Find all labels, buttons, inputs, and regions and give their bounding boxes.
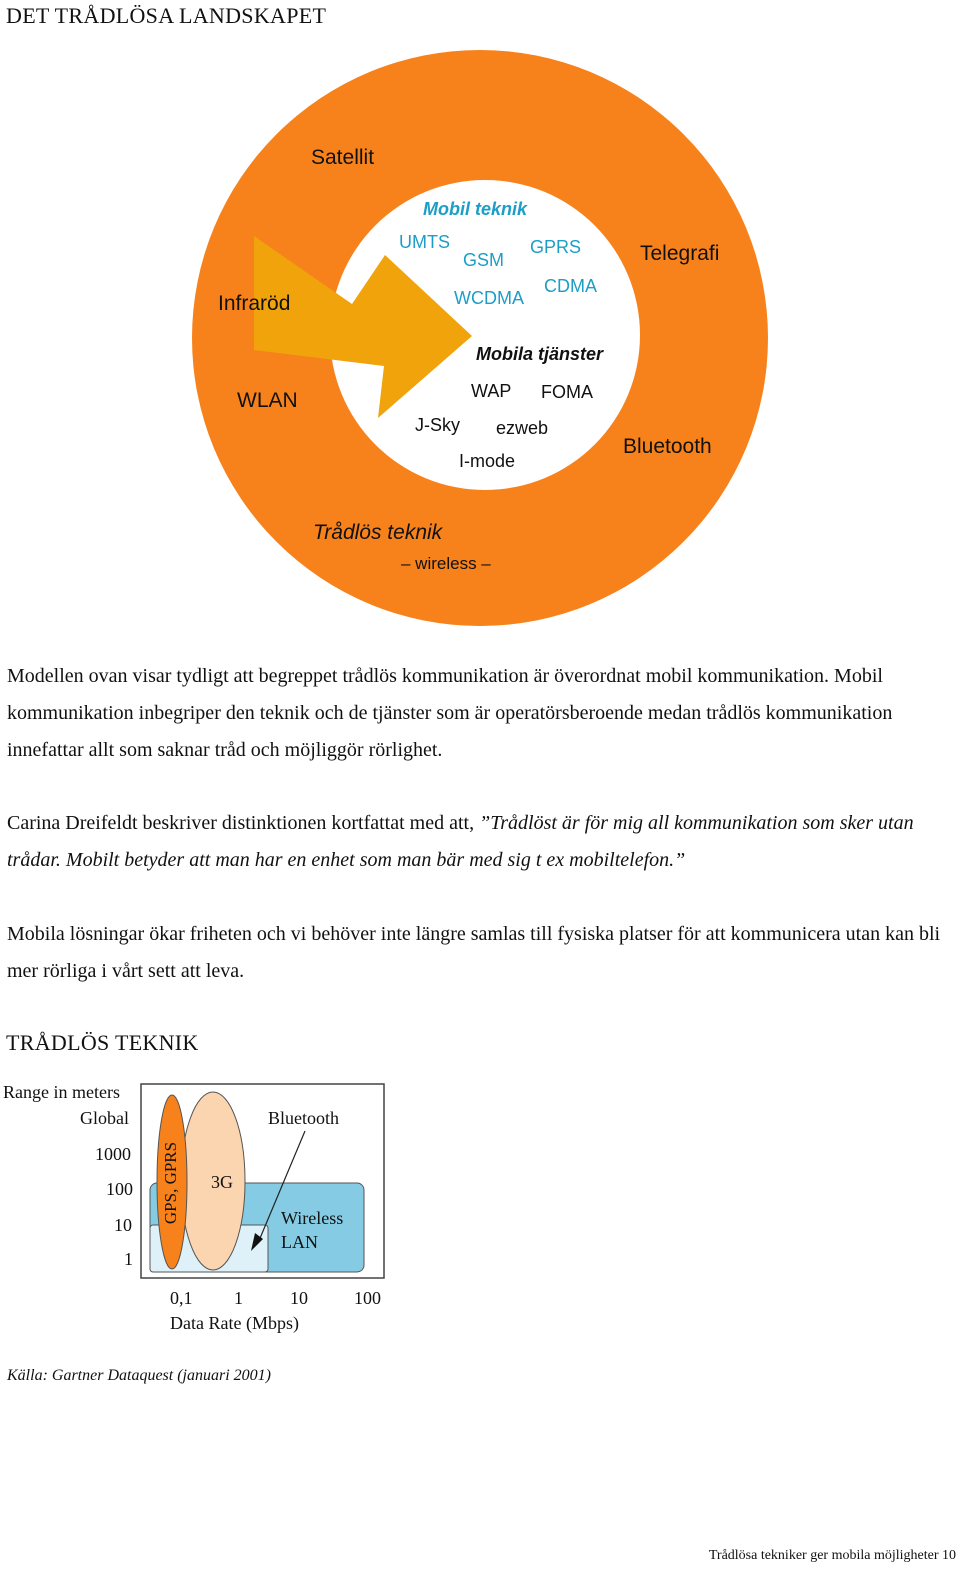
mobila-tjanster-title: Mobila tjänster	[476, 344, 604, 364]
y-tick: 1	[124, 1249, 133, 1269]
source-caption: Källa: Gartner Dataquest (januari 2001)	[7, 1367, 271, 1384]
label-bluetooth: Bluetooth	[623, 435, 712, 458]
y-tick: 100	[106, 1179, 133, 1199]
3g-label: 3G	[211, 1172, 233, 1192]
mobil-teknik-item: CDMA	[544, 276, 597, 296]
x-tick: 10	[290, 1288, 308, 1308]
ring-graphic	[0, 0, 960, 640]
paragraph-2-plain: Carina Dreifeldt beskriver distinktionen kortfattat med att,	[7, 812, 480, 834]
mobila-tjanster-item: J-Sky	[415, 415, 460, 435]
page-footer: Trådlösa tekniker ger mobila möjligheter 10	[708, 1548, 956, 1563]
wireless-lan-label: Wireless LAN	[281, 1208, 344, 1252]
paragraph-1: Modellen ovan visar tydligt att begreppet trådlös kommunikation är överordnat mobil kommunikation. Mobil kommunikation inbegriper den teknik och de tjänster som är operatörsberoende medan trådlös kommunikation innefattar allt som saknar tråd och möjliggör rörlighet.	[7, 665, 893, 761]
paragraph-2	[7, 805, 955, 879]
bluetooth-label: Bluetooth	[268, 1108, 339, 1128]
label-wireless: – wireless –	[401, 554, 491, 573]
mobil-teknik-title: Mobil teknik	[423, 199, 528, 219]
label-wlan: WLAN	[237, 389, 298, 412]
mobil-teknik-item: GPRS	[530, 237, 582, 257]
y-tick: Global	[80, 1108, 129, 1128]
mobil-teknik-item: WCDMA	[454, 288, 524, 308]
section-heading: TRÅDLÖS TEKNIK	[6, 1030, 199, 1055]
y-axis-label: Range in meters	[3, 1082, 120, 1102]
label-satellit: Satellit	[311, 146, 375, 169]
y-tick: 10	[114, 1215, 132, 1235]
mobil-teknik-item: UMTS	[399, 232, 450, 252]
mobil-teknik-item: GSM	[463, 250, 505, 270]
y-tick: 1000	[95, 1144, 131, 1164]
mobila-tjanster-item: FOMA	[541, 382, 593, 402]
label-infrarod: Infraröd	[218, 292, 291, 315]
paragraph-2-quote: ”Trådlöst är för mig all kommunikation som sker utan trådar. Mobilt betyder att man har en enhet som man bär med sig t ex mobiltelefon.”	[7, 812, 914, 871]
mobila-tjanster-item: I-mode	[459, 451, 516, 471]
mobila-tjanster-item: WAP	[471, 381, 512, 401]
x-axis-label: Data Rate (Mbps)	[170, 1313, 299, 1333]
range-rate-chart	[0, 1075, 400, 1345]
x-tick: 100	[354, 1288, 381, 1308]
label-telegrafi: Telegrafi	[640, 242, 720, 265]
label-tradlos-teknik: Trådlös teknik	[313, 521, 443, 544]
wireless-landscape-diagram	[0, 0, 960, 640]
x-tick: 0,1	[170, 1288, 193, 1308]
x-tick: 1	[234, 1288, 243, 1308]
gps-gprs-label: GPS, GPRS	[161, 1141, 180, 1225]
paragraph-3: Mobila lösningar ökar friheten och vi behöver inte längre samlas till fysiska platser för att kommunicera utan kan bli mer rörliga i vårt sett att leva.	[7, 923, 941, 982]
page-heading: DET TRÅDLÖSA LANDSKAPET	[6, 3, 327, 28]
mobila-tjanster-item: ezweb	[496, 418, 549, 438]
